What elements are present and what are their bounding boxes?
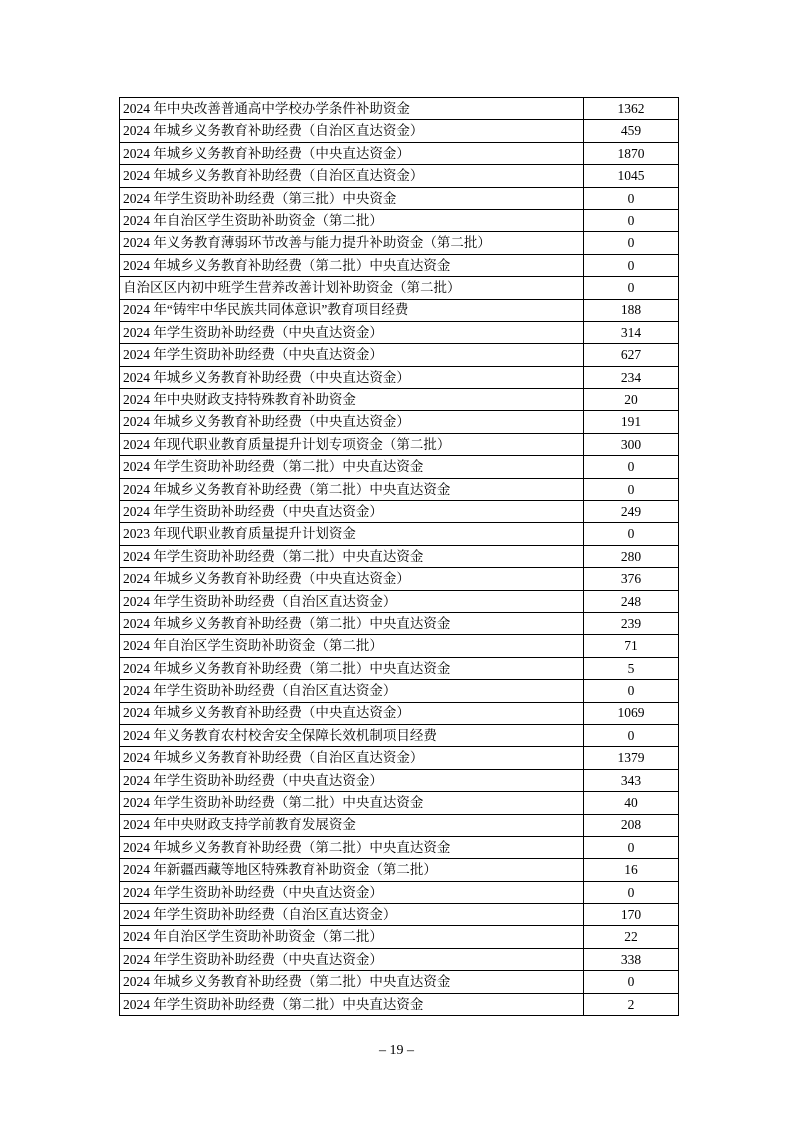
item-value-cell: 0 xyxy=(584,254,679,276)
item-name-cell: 2024 年城乡义务教育补助经费（第二批）中央直达资金 xyxy=(120,612,584,634)
item-name-cell: 2024 年学生资助补助经费（第二批）中央直达资金 xyxy=(120,993,584,1015)
item-name-cell: 2024 年自治区学生资助补助资金（第二批） xyxy=(120,635,584,657)
table-row xyxy=(120,948,679,970)
table-row xyxy=(120,612,679,634)
item-value-cell: 208 xyxy=(584,814,679,836)
table-row xyxy=(120,747,679,769)
table-row xyxy=(120,98,679,120)
item-value-cell: 0 xyxy=(584,209,679,231)
item-value-cell: 459 xyxy=(584,120,679,142)
item-name-cell: 2024 年学生资助补助经费（第二批）中央直达资金 xyxy=(120,456,584,478)
item-value-cell: 0 xyxy=(584,478,679,500)
table-row xyxy=(120,456,679,478)
table-row xyxy=(120,568,679,590)
item-name-cell: 2024 年城乡义务教育补助经费（第二批）中央直达资金 xyxy=(120,478,584,500)
table-row xyxy=(120,724,679,746)
table-row xyxy=(120,366,679,388)
table-row xyxy=(120,635,679,657)
item-name-cell: 2024 年学生资助补助经费（中央直达资金） xyxy=(120,769,584,791)
table-row xyxy=(120,881,679,903)
item-name-cell: 2024 年现代职业教育质量提升计划专项资金（第二批） xyxy=(120,433,584,455)
item-value-cell: 2 xyxy=(584,993,679,1015)
item-name-cell: 2024 年学生资助补助经费（中央直达资金） xyxy=(120,948,584,970)
table-row xyxy=(120,120,679,142)
table-row xyxy=(120,165,679,187)
item-value-cell: 0 xyxy=(584,523,679,545)
item-value-cell: 239 xyxy=(584,612,679,634)
item-value-cell: 22 xyxy=(584,926,679,948)
table-row xyxy=(120,926,679,948)
table-row xyxy=(120,814,679,836)
table-row xyxy=(120,545,679,567)
table-row xyxy=(120,277,679,299)
item-name-cell: 2024 年城乡义务教育补助经费（自治区直达资金） xyxy=(120,120,584,142)
item-value-cell: 1379 xyxy=(584,747,679,769)
item-name-cell: 2024 年城乡义务教育补助经费（第二批）中央直达资金 xyxy=(120,657,584,679)
item-value-cell: 627 xyxy=(584,344,679,366)
item-value-cell: 249 xyxy=(584,501,679,523)
item-value-cell: 1069 xyxy=(584,702,679,724)
item-name-cell: 2024 年城乡义务教育补助经费（中央直达资金） xyxy=(120,142,584,164)
item-name-cell: 2024 年学生资助补助经费（第二批）中央直达资金 xyxy=(120,545,584,567)
item-value-cell: 248 xyxy=(584,590,679,612)
item-value-cell: 0 xyxy=(584,836,679,858)
item-value-cell: 300 xyxy=(584,433,679,455)
table-row xyxy=(120,299,679,321)
item-name-cell: 2024 年中央改善普通高中学校办学条件补助资金 xyxy=(120,98,584,120)
item-value-cell: 0 xyxy=(584,232,679,254)
table-row xyxy=(120,501,679,523)
item-name-cell: 自治区区内初中班学生营养改善计划补助资金（第二批） xyxy=(120,277,584,299)
table-row xyxy=(120,523,679,545)
table-row xyxy=(120,389,679,411)
item-name-cell: 2024 年中央财政支持学前教育发展资金 xyxy=(120,814,584,836)
item-value-cell: 0 xyxy=(584,277,679,299)
item-value-cell: 0 xyxy=(584,680,679,702)
item-name-cell: 2024 年学生资助补助经费（自治区直达资金） xyxy=(120,590,584,612)
item-name-cell: 2024 年城乡义务教育补助经费（自治区直达资金） xyxy=(120,747,584,769)
item-name-cell: 2024 年学生资助补助经费（自治区直达资金） xyxy=(120,904,584,926)
item-name-cell: 2024 年“铸牢中华民族共同体意识”教育项目经费 xyxy=(120,299,584,321)
item-value-cell: 5 xyxy=(584,657,679,679)
item-value-cell: 376 xyxy=(584,568,679,590)
item-value-cell: 0 xyxy=(584,724,679,746)
item-name-cell: 2024 年自治区学生资助补助资金（第二批） xyxy=(120,926,584,948)
item-name-cell: 2024 年学生资助补助经费（第二批）中央直达资金 xyxy=(120,792,584,814)
item-value-cell: 343 xyxy=(584,769,679,791)
item-value-cell: 71 xyxy=(584,635,679,657)
item-value-cell: 191 xyxy=(584,411,679,433)
item-name-cell: 2024 年学生资助补助经费（中央直达资金） xyxy=(120,344,584,366)
item-name-cell: 2024 年义务教育薄弱环节改善与能力提升补助资金（第二批） xyxy=(120,232,584,254)
table-row xyxy=(120,344,679,366)
budget-table xyxy=(119,97,679,1016)
item-name-cell: 2024 年城乡义务教育补助经费（第二批）中央直达资金 xyxy=(120,836,584,858)
table-row xyxy=(120,187,679,209)
item-value-cell: 16 xyxy=(584,859,679,881)
table-row xyxy=(120,232,679,254)
item-name-cell: 2024 年城乡义务教育补助经费（中央直达资金） xyxy=(120,568,584,590)
table-row xyxy=(120,433,679,455)
budget-table-body xyxy=(120,98,679,1016)
table-row xyxy=(120,321,679,343)
item-value-cell: 1870 xyxy=(584,142,679,164)
table-row xyxy=(120,859,679,881)
table-row xyxy=(120,769,679,791)
item-name-cell: 2024 年城乡义务教育补助经费（自治区直达资金） xyxy=(120,165,584,187)
table-row xyxy=(120,993,679,1015)
table-row xyxy=(120,971,679,993)
item-value-cell: 1362 xyxy=(584,98,679,120)
table-row xyxy=(120,411,679,433)
item-value-cell: 0 xyxy=(584,971,679,993)
item-name-cell: 2024 年城乡义务教育补助经费（中央直达资金） xyxy=(120,366,584,388)
item-value-cell: 280 xyxy=(584,545,679,567)
item-value-cell: 188 xyxy=(584,299,679,321)
table-row xyxy=(120,209,679,231)
item-value-cell: 0 xyxy=(584,456,679,478)
table-row xyxy=(120,254,679,276)
item-value-cell: 170 xyxy=(584,904,679,926)
item-name-cell: 2024 年学生资助补助经费（第三批）中央资金 xyxy=(120,187,584,209)
table-row xyxy=(120,590,679,612)
item-value-cell: 314 xyxy=(584,321,679,343)
table-row xyxy=(120,792,679,814)
item-name-cell: 2024 年义务教育农村校舍安全保障长效机制项目经费 xyxy=(120,724,584,746)
item-name-cell: 2024 年学生资助补助经费（中央直达资金） xyxy=(120,501,584,523)
table-row xyxy=(120,680,679,702)
item-value-cell: 20 xyxy=(584,389,679,411)
item-name-cell: 2024 年学生资助补助经费（中央直达资金） xyxy=(120,881,584,903)
item-value-cell: 40 xyxy=(584,792,679,814)
item-value-cell: 234 xyxy=(584,366,679,388)
page-number: – 19 – xyxy=(379,1043,414,1058)
item-value-cell: 0 xyxy=(584,187,679,209)
item-name-cell: 2024 年城乡义务教育补助经费（中央直达资金） xyxy=(120,411,584,433)
item-name-cell: 2024 年城乡义务教育补助经费（中央直达资金） xyxy=(120,702,584,724)
item-name-cell: 2024 年城乡义务教育补助经费（第二批）中央直达资金 xyxy=(120,971,584,993)
item-value-cell: 1045 xyxy=(584,165,679,187)
item-name-cell: 2024 年中央财政支持特殊教育补助资金 xyxy=(120,389,584,411)
item-value-cell: 0 xyxy=(584,881,679,903)
table-row xyxy=(120,478,679,500)
item-name-cell: 2024 年新疆西藏等地区特殊教育补助资金（第二批） xyxy=(120,859,584,881)
item-name-cell: 2024 年学生资助补助经费（自治区直达资金） xyxy=(120,680,584,702)
table-row xyxy=(120,836,679,858)
table-row xyxy=(120,142,679,164)
item-name-cell: 2024 年自治区学生资助补助资金（第二批） xyxy=(120,209,584,231)
table-row xyxy=(120,657,679,679)
item-value-cell: 338 xyxy=(584,948,679,970)
item-name-cell: 2024 年城乡义务教育补助经费（第二批）中央直达资金 xyxy=(120,254,584,276)
table-row xyxy=(120,702,679,724)
table-row xyxy=(120,904,679,926)
item-name-cell: 2023 年现代职业教育质量提升计划资金 xyxy=(120,523,584,545)
item-name-cell: 2024 年学生资助补助经费（中央直达资金） xyxy=(120,321,584,343)
